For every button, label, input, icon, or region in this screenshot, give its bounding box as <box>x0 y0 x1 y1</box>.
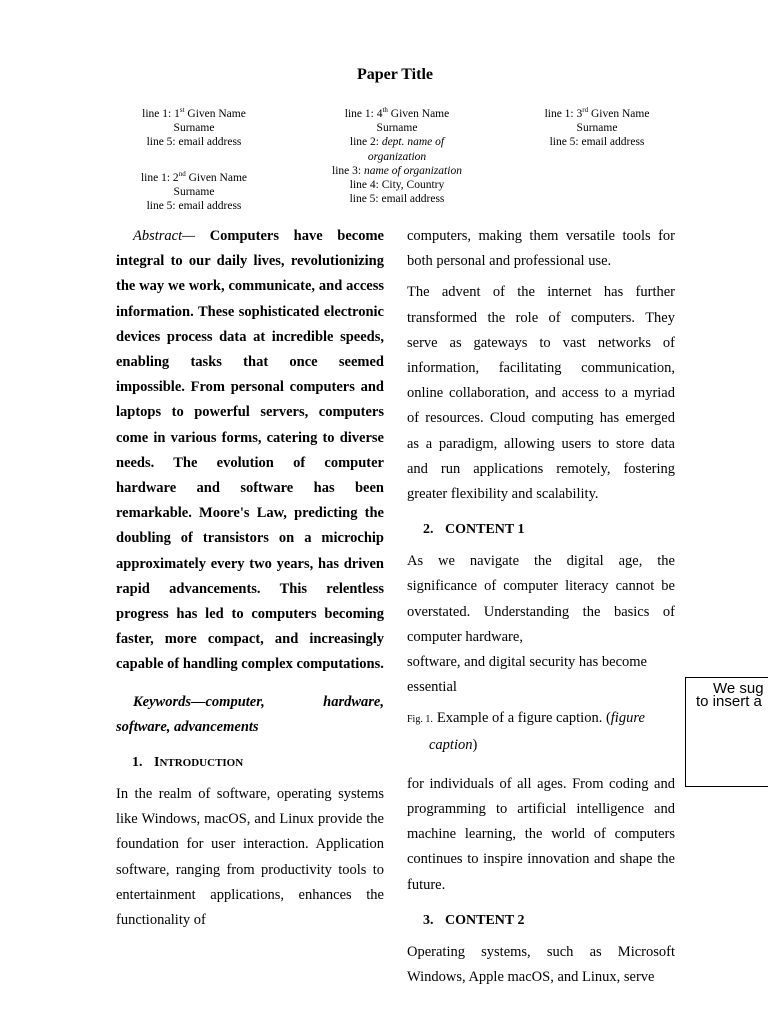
section-heading-content-1: 2. CONTENT 1 <box>423 522 525 538</box>
author-email: line 5: email address <box>146 136 242 149</box>
author-block-1: line 1: 1st Given Name Surname line 5: email address <box>89 107 299 150</box>
author-email: line 5: email address <box>349 193 445 206</box>
paragraph-continued: computers, making them versatile tools for both personal and professional use. <box>407 228 675 270</box>
author-block-3: line 1: 3rd Given Name Surname line 5: email address <box>492 107 702 150</box>
author-surname: Surname <box>376 122 418 135</box>
paper-title: Paper Title <box>357 66 433 83</box>
content2-paragraph: Operating systems, such as Microsoft Windows, Apple macOS, and Linux, serve <box>407 943 675 986</box>
author-city: line 4: City, Country <box>349 179 445 192</box>
section-heading-content-2: 3. CONTENT 2 <box>423 912 525 928</box>
side-box-line-2: to insert a <box>696 693 762 710</box>
content1-paragraph-3: for individuals of all ages. From coding and programming to artificial intelligence and machine learning, the world of computers continues to inspire innovation and shape the future. <box>407 775 675 893</box>
internet-paragraph: The advent of the internet has further transformed the role of computers. They serve as gateways to vast networks of information, facilitating communication, online collaboration, and access to a myriad of resources. Cloud computing has emerged as a paradigm, allowing users to store data and run applications remotely, fostering greater flexibility and scalability. <box>407 284 675 503</box>
author-surname: Surname <box>173 186 215 199</box>
content1-paragraph-2: software, and digital security has become essential <box>407 654 647 696</box>
author-email: line 5: email address <box>549 136 645 149</box>
side-text-box[interactable] <box>685 677 768 787</box>
right-column <box>407 224 675 990</box>
intro-paragraph: In the realm of software, operating systems like Windows, macOS, and Linux provide the foundation for user interaction. Application software, ranging from productivity tools to entertainment applications, enhances the functionality of <box>116 786 384 929</box>
section-heading-introduction: 1. INTRODUCTION <box>132 755 244 771</box>
abstract: Abstract— Computers have become integral to our daily lives, revolutionizing the way we work, communicate, and access information. These sophisticated electronic devices process data at incredible speeds, enabling tasks that once seemed impossible. From personal computers and laptops to powerful servers, computers come in various forms, catering to diverse needs. The evolution of computer hardware and software has been remarkable. Moore's Law, predicting the doubling of transistors on a microchip approximately every two years, has driven rapid advancements. This relentless progress has led to computers becoming faster, more compact, and increasingly capable of handling complex computations. <box>116 228 384 673</box>
side-box-line-1: We sug <box>713 680 764 697</box>
author-surname: Surname <box>173 122 215 135</box>
author-block-4: line 1: 4th Given Name Surname line 2: dept. name of organization line 3: name of organization line 4: City, Country line 5: email address <box>292 107 502 206</box>
author-email: line 5: email address <box>146 200 242 213</box>
keywords: Keywords—computer, hardware, software, advancements <box>116 693 384 735</box>
author-surname: Surname <box>576 122 618 135</box>
content1-paragraph-1: As we navigate the digital age, the significance of computer literacy cannot be overstated. Understanding the basics of computer hardware, <box>407 553 675 645</box>
figure-caption: Fig. 1. Example of a figure caption. (figure caption) <box>407 710 645 753</box>
author-block-2: line 1: 2nd Given Name Surname line 5: email address <box>89 171 299 214</box>
left-column <box>116 224 384 939</box>
